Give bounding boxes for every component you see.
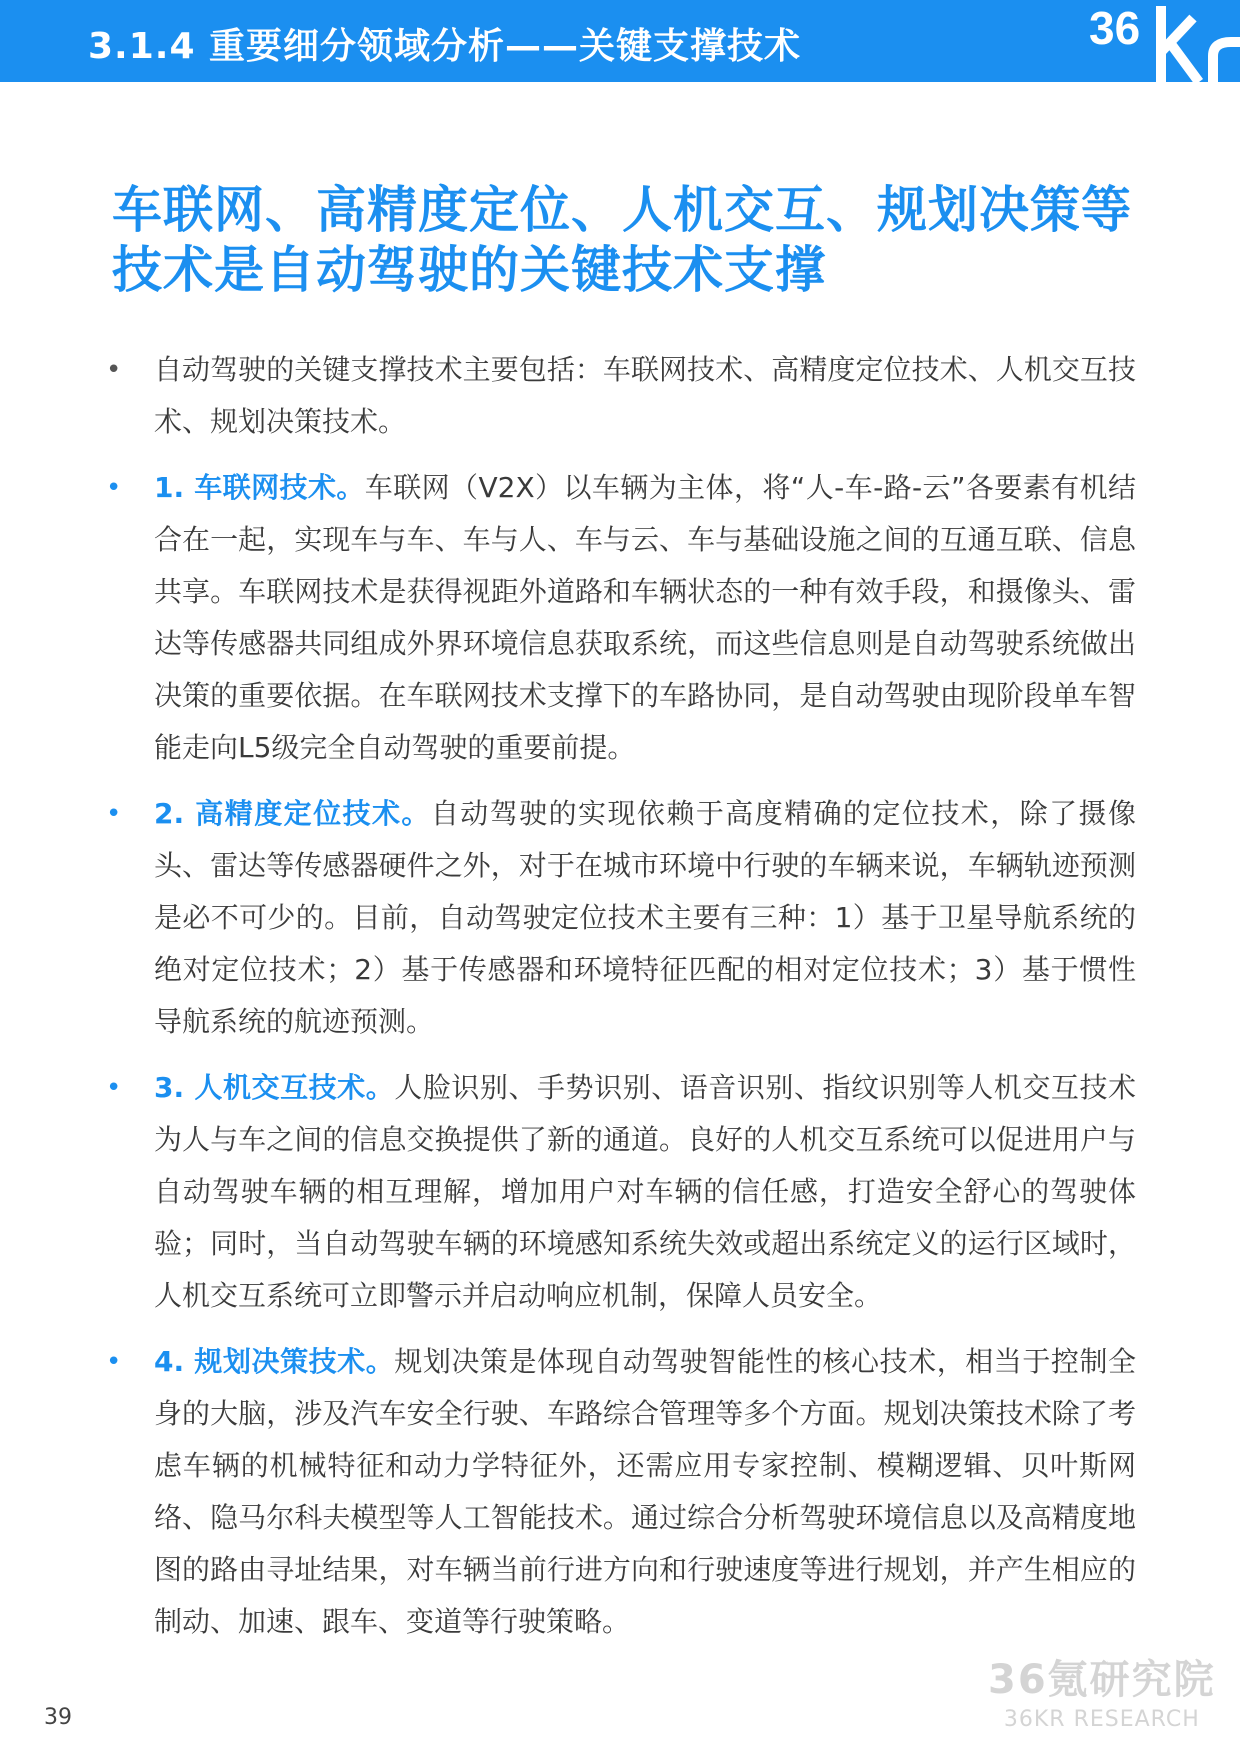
headline xyxy=(112,180,1132,300)
item-text xyxy=(154,462,1136,774)
page-number: 39 xyxy=(44,1705,72,1730)
item-body: 车联网（V2X）以车辆为主体，将“人-车-路-云”各要素有机结合在一起，实现车与车、车与人、车与云、车与基础设施之间的互通互联、信息共享。车联网技术是获得视距外道路和车辆状态的一种有效手段，和摄像头、雷达等传感器共同组成外界环境信息获取系统，而这些信息则是自动驾驶系统做出决策的重要依据。在车联网技术支撑下的车路协同，是自动驾驶由现阶段单车智能走向L5级完全自动驾驶的重要前提。 xyxy=(154,471,1136,764)
item-body: 规划决策是体现自动驾驶智能性的核心技术，相当于控制全身的大脑，涉及汽车安全行驶、车路综合管理等多个方面。规划决策技术除了考虑车辆的机械特征和动力学特征外，还需应用专家控制、模糊逻辑、贝叶斯网络、隐马尔科夫模型等人工智能技术。通过综合分析驾驶环境信息以及高精度地图的路由寻址结果，对车辆当前行进方向和行驶速度等进行规划，并产生相应的制动、加速、跟车、变道等行驶策略。 xyxy=(154,1345,1136,1638)
item-lead: 4. 规划决策技术。 xyxy=(154,1345,395,1378)
watermark xyxy=(988,1648,1216,1732)
item-text xyxy=(154,788,1136,1048)
item-body: 人脸识别、手势识别、语音识别、指纹识别等人机交互技术为人与车之间的信息交换提供了新的通道。良好的人机交互系统可以促进用户与自动驾驶车辆的相互理解，增加用户对车辆的信任感，打造安全舒心的驾驶体验；同时，当自动驾驶车辆的环境感知系统失效或超出系统定义的运行区域时，人机交互系统可立即警示并启动响应机制，保障人员安全。 xyxy=(154,1071,1136,1312)
item-lead: 2. 高精度定位技术。 xyxy=(154,797,431,830)
item-body: 自动驾驶的关键支撑技术主要包括：车联网技术、高精度定位技术、人机交互技术、规划决策技术。 xyxy=(154,353,1136,438)
list-item-overview xyxy=(106,344,1136,448)
bullet-dot: • xyxy=(106,1073,122,1103)
item-text xyxy=(154,1336,1136,1648)
item-lead: 1. 车联网技术。 xyxy=(154,471,365,504)
list-item-hmi xyxy=(106,1062,1136,1322)
list-item-planning xyxy=(106,1336,1136,1648)
item-body: 自动驾驶的实现依赖于高度精确的定位技术，除了摄像头、雷达等传感器硬件之外，对于在城市环境中行驶的车辆来说，车辆轨迹预测是必不可少的。目前，自动驾驶定位技术主要有三种：1）基于卫星导航系统的绝对定位技术；2）基于传感器和环境特征匹配的相对定位技术；3）基于惯性导航系统的航迹预测。 xyxy=(154,797,1136,1038)
watermark-cn: 36氪研究院 xyxy=(988,1657,1216,1703)
36kr-logo xyxy=(1085,0,1240,82)
bullet-list xyxy=(106,344,1136,1662)
svg-text:36: 36 xyxy=(1089,2,1141,54)
bullet-dot: • xyxy=(106,799,122,829)
headline-line-2: 技术是自动驾驶的关键技术支撑 xyxy=(112,241,826,299)
header-bar xyxy=(0,0,1240,82)
item-lead: 3. 人机交互技术。 xyxy=(154,1071,395,1104)
bullet-dot: • xyxy=(106,473,122,503)
list-item-v2x xyxy=(106,462,1136,774)
section-title: 3.1.4 重要细分领域分析——关键支撑技术 xyxy=(88,26,802,67)
watermark-en: 36KR RESEARCH xyxy=(1003,1707,1200,1732)
bullet-dot: • xyxy=(106,1347,122,1377)
list-item-positioning xyxy=(106,788,1136,1048)
item-text xyxy=(154,344,1136,448)
bullet-dot: • xyxy=(106,355,122,385)
headline-line-1: 车联网、高精度定位、人机交互、规划决策等 xyxy=(112,181,1132,239)
item-text xyxy=(154,1062,1136,1322)
